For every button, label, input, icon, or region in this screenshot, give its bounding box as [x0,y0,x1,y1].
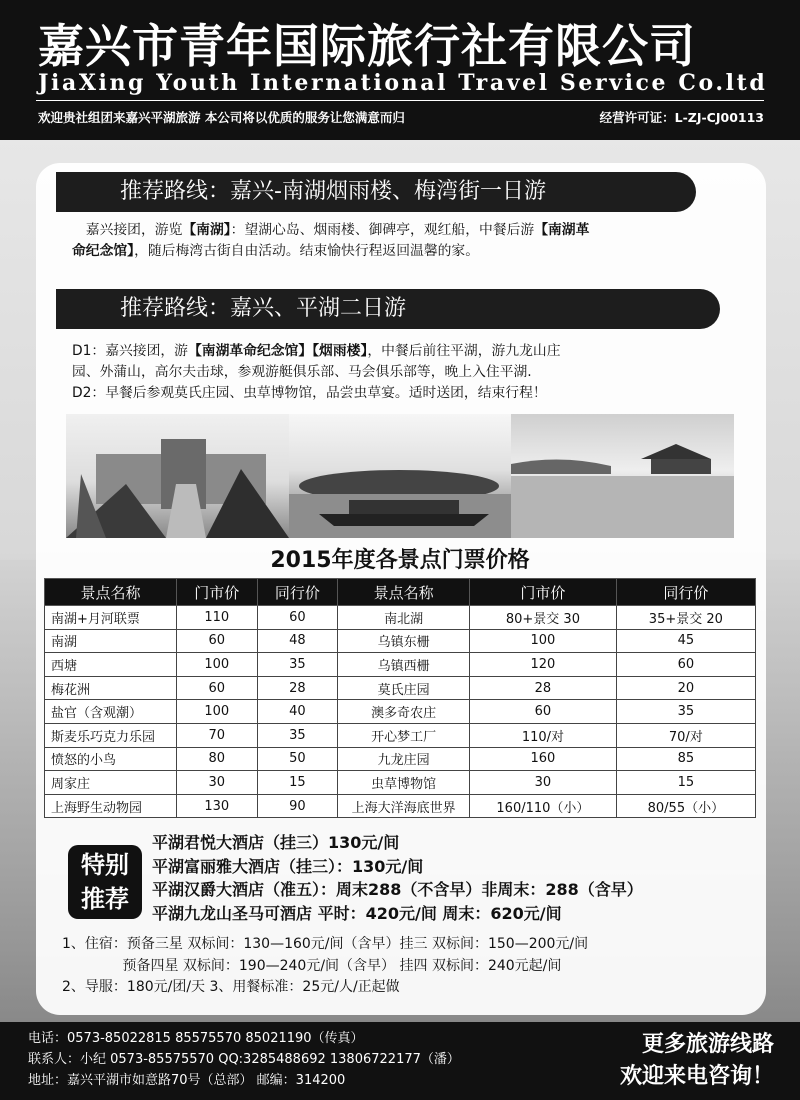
red-boat-photo [289,414,512,538]
table-cell: 60 [470,700,617,724]
table-cell: 60 [176,676,257,700]
note-line: 2、导服：180元/团/天 3、用餐标准：25元/人/正起做 [62,979,400,995]
col-header-attraction-2: 景点名称 [338,579,470,606]
table-row [45,653,756,677]
col-header-retail: 门市价 [176,579,257,606]
col-header-trade-2: 同行价 [616,579,755,606]
table-cell: 160/110（小） [470,794,617,818]
red-boat-illustration [289,414,512,538]
special-label-line1: 特别 [81,851,129,879]
table-cell: 50 [257,747,338,771]
header-divider [36,100,764,101]
table-cell: 85 [616,747,755,771]
table-cell: 120 [470,653,617,677]
table-cell: 90 [257,794,338,818]
route2-banner [56,289,720,329]
memorial-hall-illustration [66,414,289,538]
route1-title: 推荐路线：嘉兴-南湖烟雨楼、梅湾街一日游 [120,179,546,204]
table-cell: 30 [470,771,617,795]
table-cell: 60 [616,653,755,677]
table-row [45,723,756,747]
phone-numbers: 电话：0573-85022815 85575570 85021190（传真） [28,1031,364,1046]
pricing-notes [62,934,588,999]
table-cell: 斯麦乐巧克力乐园 [45,723,177,747]
company-header [0,0,800,140]
table-cell: 15 [257,771,338,795]
hotel-item: 平湖九龙山圣马可酒店 平时：420元/间 周末：620元/间 [152,903,562,923]
table-cell: 70/对 [616,723,755,747]
header-tagline: 欢迎贵社组团来嘉兴平湖旅游 本公司将以优质的服务让您满意而归 [38,110,405,125]
table-cell: 盐官（含观潮） [45,700,177,724]
table-cell: 乌镇西栅 [338,653,470,677]
nanhu-lake-photo [511,414,734,538]
hotel-item: 平湖汉爵大酒店（准五）：周末288（不含早）非周末：288（含早） [152,880,643,899]
col-header-attraction: 景点名称 [45,579,177,606]
table-cell: 南北湖 [338,606,470,630]
ticket-price-table [44,578,756,818]
table-cell: 上海大洋海底世界 [338,794,470,818]
table-cell: 乌镇东栅 [338,629,470,653]
table-cell: 35+景交 20 [616,606,755,630]
table-cell: 80 [176,747,257,771]
table-cell: 南湖 [45,629,177,653]
nanhu-lake-illustration [511,414,734,538]
table-cell: 48 [257,629,338,653]
table-cell: 130 [176,794,257,818]
table-row [45,700,756,724]
special-recommend-badge [68,845,142,919]
contact-info [28,1028,460,1091]
table-cell: 28 [470,676,617,700]
license-number: 经营许可证：L-ZJ-CJ00113 [599,110,764,125]
table-row [45,771,756,795]
table-row [45,676,756,700]
hotel-item: 平湖富丽雅大酒店（挂三）：130元/间 [152,856,424,876]
table-cell: 40 [257,700,338,724]
table-cell: 100 [176,653,257,677]
table-cell: 虫草博物馆 [338,771,470,795]
photo-strip [66,414,734,538]
table-cell: 九龙庄园 [338,747,470,771]
route1-line-1: 嘉兴接团，游览【南湖】：望湖心岛、烟雨楼、御碑亭，观红船，中餐后游【南湖革 [72,222,590,238]
table-cell: 开心梦工厂 [338,723,470,747]
hotel-item: 平湖君悦大酒店（挂三）130元/间 [152,833,400,852]
route2-day1-line1: D1：嘉兴接团，游【南湖革命纪念馆】【烟雨楼】，中餐后前往平湖，游九龙山庄 [72,343,561,359]
table-cell: 梅花洲 [45,676,177,700]
col-header-retail-2: 门市价 [470,579,617,606]
promo-slogan [620,1028,774,1092]
table-row [45,606,756,630]
table-cell: 110/对 [470,723,617,747]
route2-description [72,341,561,404]
contact-footer [0,1022,800,1100]
table-cell: 周家庄 [45,771,177,795]
table-cell: 30 [176,771,257,795]
note-line: 1、住宿：预备三星 双标间：130—160元/间（含早）挂三 双标间：150—200元/间 [62,936,589,952]
hotel-list [152,831,643,925]
route2-day2: D2：早餐后参观莫氏庄园、虫草博物馆，品尝虫草宴。适时送团，结束行程！ [72,385,547,401]
table-row [45,747,756,771]
table-cell: 80/55（小） [616,794,755,818]
promo-line2: 欢迎来电咨询！ [619,1063,774,1089]
route1-line-2: 命纪念馆】，随后梅湾古街自由活动。结束愉快行程返回温馨的家。 [72,243,480,259]
route2-title: 推荐路线：嘉兴、平湖二日游 [120,296,407,321]
table-cell: 35 [257,653,338,677]
table-cell: 60 [257,606,338,630]
table-row [45,629,756,653]
table-cell: 160 [470,747,617,771]
table-cell: 莫氏庄园 [338,676,470,700]
table-cell: 愤怒的小鸟 [45,747,177,771]
table-cell: 35 [616,700,755,724]
table-cell: 100 [176,700,257,724]
ticket-price-title: 2015年度各景点门票价格 [270,548,530,573]
contact-person: 联系人：小纪 0573-85575570 QQ:3285488692 13806722177（潘） [28,1052,460,1067]
company-name-cn: 嘉兴市青年国际旅行社有限公司 [38,19,696,73]
table-cell: 35 [257,723,338,747]
route2-day1-line2: 园、外蒲山，高尔夫击球，参观游艇俱乐部、马会俱乐部等，晚上入住平湖. [72,364,532,380]
table-cell: 西塘 [45,653,177,677]
table-cell: 70 [176,723,257,747]
table-row [45,794,756,818]
promo-line1: 更多旅游线路 [641,1031,774,1057]
table-cell: 15 [616,771,755,795]
table-cell: 45 [616,629,755,653]
table-cell: 100 [470,629,617,653]
table-cell: 上海野生动物园 [45,794,177,818]
special-label-line2: 推荐 [81,885,129,913]
note-line: 预备四星 双标间：190—240元/间（含早） 挂四 双标间：240元起/间 [62,957,562,974]
table-cell: 60 [176,629,257,653]
address: 地址：嘉兴平湖市如意路70号（总部） 邮编：314200 [28,1073,346,1088]
company-name-en: JiaXing Youth International Travel Service Co.ltd [38,70,768,96]
table-cell: 南湖+月河联票 [45,606,177,630]
table-cell: 澳多奇农庄 [338,700,470,724]
route1-banner [56,172,696,212]
table-cell: 110 [176,606,257,630]
table-cell: 80+景交 30 [470,606,617,630]
table-cell: 20 [616,676,755,700]
route1-description [72,220,589,262]
table-cell: 28 [257,676,338,700]
table-header-row [45,579,756,606]
col-header-trade: 同行价 [257,579,338,606]
memorial-hall-photo [66,414,289,538]
